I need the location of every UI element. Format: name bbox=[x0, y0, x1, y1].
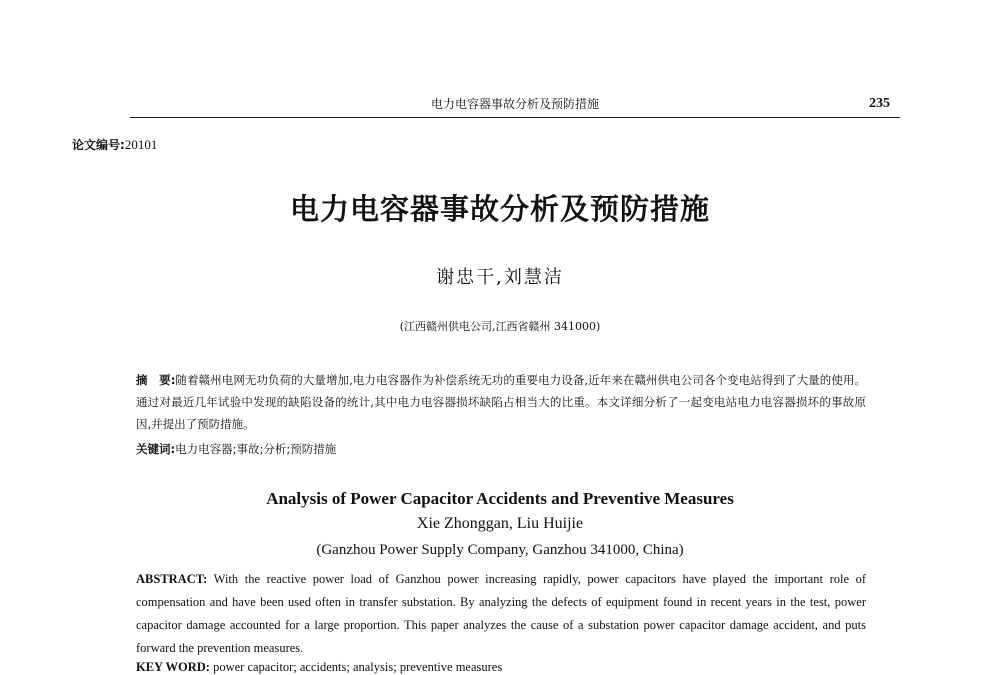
running-header bbox=[130, 92, 900, 118]
abstract-english bbox=[136, 568, 866, 660]
affiliation-english: (Ganzhou Power Supply Company, Ganzhou 341000, China) bbox=[316, 542, 684, 558]
abstract-english-text: With the reactive power load of Ganzhou power increasing rapidly, power capacitors have played the important role of compensation and have been used often in transfer substation. By analyzing the defects of equipment found in recent years in the test, power capacitor damage accounted for a large proportion. This paper analyzes the cause of a substation power capacitor damage accident, and puts forward the prevention measures. bbox=[136, 572, 866, 655]
paper-number-label: 论文编号: bbox=[72, 138, 125, 152]
keywords-chinese bbox=[136, 441, 866, 457]
running-title: 电力电容器事故分析及预防措施 bbox=[430, 97, 599, 111]
paper-number-value: 20101 bbox=[124, 137, 158, 152]
keywords-english-label: KEY WORD: bbox=[136, 660, 210, 674]
abstract-chinese-label: 摘 要: bbox=[136, 373, 176, 387]
abstract-chinese bbox=[136, 369, 866, 435]
abstract-english-label: ABSTRACT: bbox=[136, 572, 208, 586]
authors-english: Xie Zhonggan, Liu Huijie bbox=[416, 515, 584, 532]
keywords-english bbox=[136, 660, 866, 675]
keywords-chinese-text: 电力电容器;事故;分析;预防措施 bbox=[175, 442, 337, 456]
affiliation-chinese: (江西赣州供电公司,江西省赣州 341000) bbox=[399, 320, 601, 333]
paper-number bbox=[72, 136, 157, 153]
header-rule bbox=[130, 117, 900, 118]
keywords-chinese-label: 关键词: bbox=[136, 442, 176, 456]
title-chinese: 电力电容器事故分析及预防措施 bbox=[289, 192, 710, 226]
keywords-english-text: power capacitor; accidents; analysis; preventive measures bbox=[209, 660, 503, 674]
title-english: Analysis of Power Capacitor Accidents and Preventive Measures bbox=[266, 489, 734, 508]
page-number: 235 bbox=[869, 96, 890, 111]
abstract-chinese-text: 随着赣州电网无功负荷的大量增加,电力电容器作为补偿系统无功的重要电力设备,近年来在赣州供电公司各个变电站得到了大量的使用。通过对最近几年试验中发现的缺陷设备的统计,其中电力电容器损坏缺陷占相当大的比重。本文详细分析了一起变电站电力电容器损坏的事故原因,并提出了预防措施。 bbox=[136, 373, 866, 431]
authors-chinese: 谢忠干,刘慧洁 bbox=[436, 267, 564, 288]
